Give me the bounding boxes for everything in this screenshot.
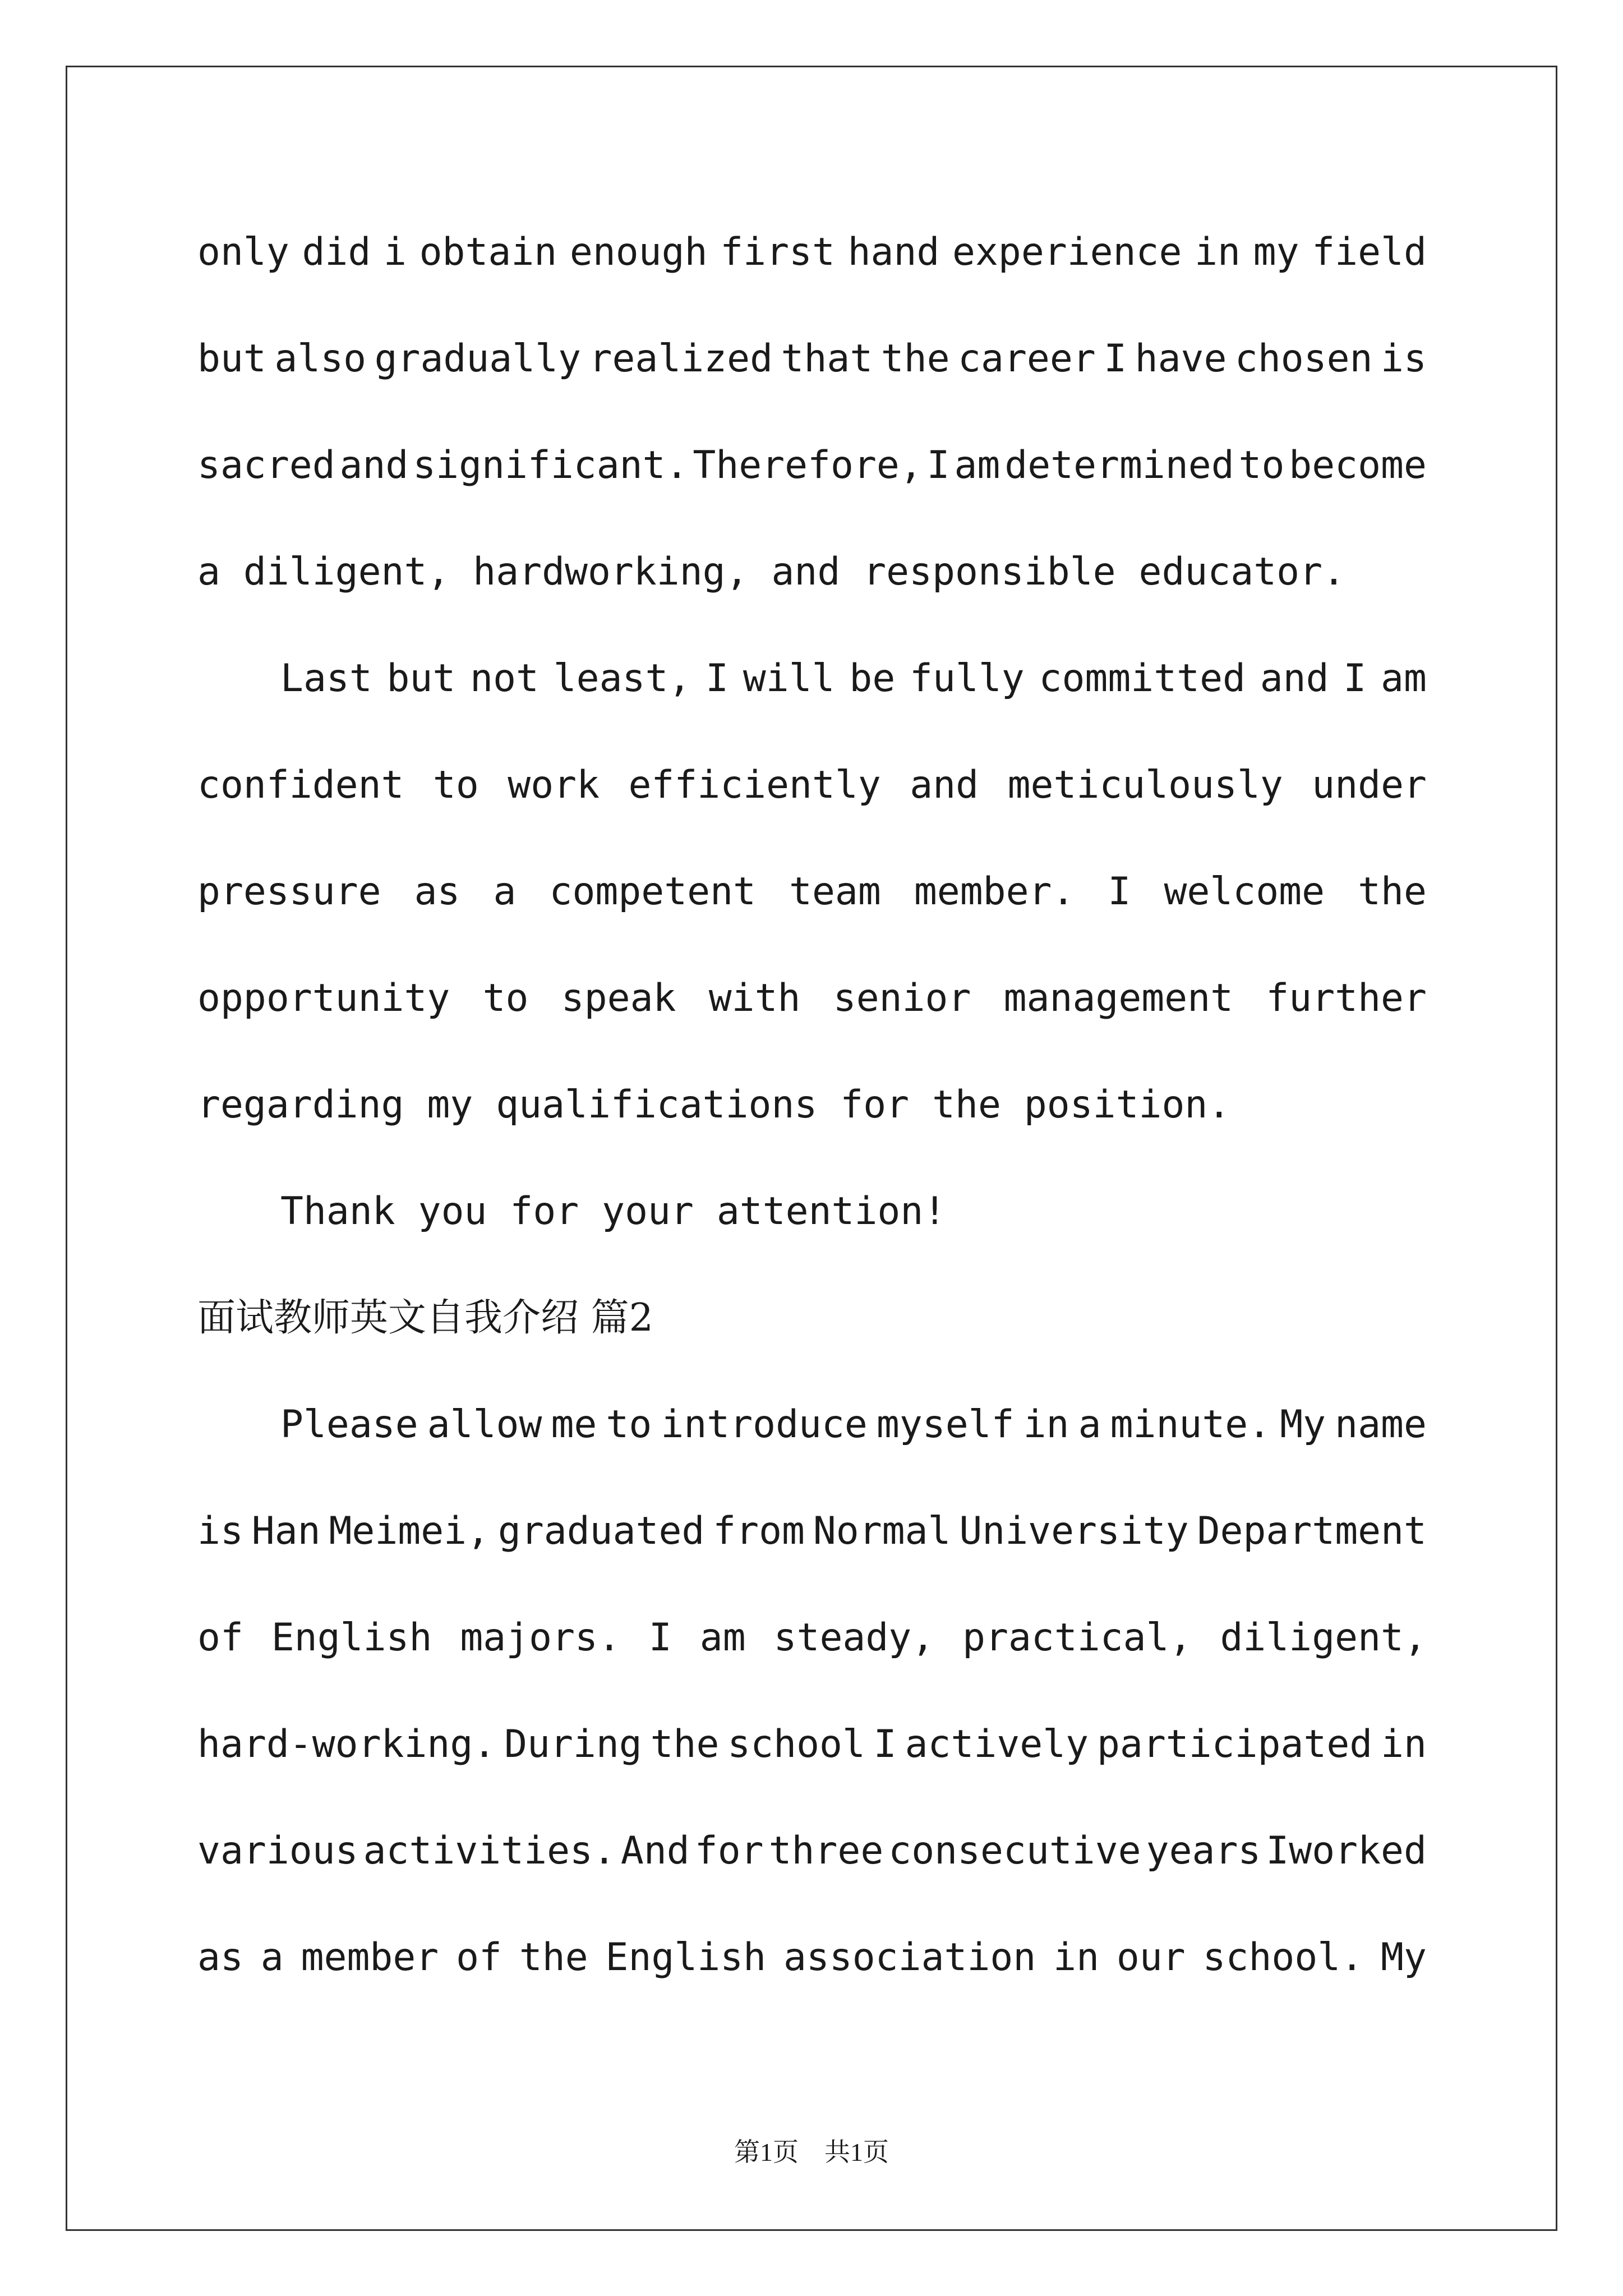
text-line: Last but not least, I will be fully committed and I am <box>280 656 1427 701</box>
text-line: sacred and significant. Therefore, I am determined to become <box>197 443 1427 487</box>
text-line: as a member of the English association in our school. My <box>197 1935 1427 1980</box>
page-number: 第1页 <box>734 2138 799 2166</box>
section-heading: 面试教师英文自我介绍 篇2 <box>197 1296 653 1340</box>
text-line: various activities. And for three consecutive years Iworked <box>197 1829 1427 1873</box>
text-line: of English majors. I am steady, practical, diligent, <box>197 1616 1427 1660</box>
text-line: Please allow me to introduce myself in a minute. My name <box>280 1402 1427 1447</box>
text-line: only did i obtain enough first hand experience in my field <box>197 230 1427 274</box>
document-body <box>197 224 1427 2036</box>
page-footer <box>0 2132 1623 2169</box>
text-line: opportunity to speak with senior management further <box>197 976 1427 1020</box>
text-line: hard-working. During the school I actively participated in <box>197 1722 1427 1766</box>
text-line: a diligent, hardworking, and responsible educator. <box>197 550 1345 594</box>
text-line: confident to work efficiently and meticulously under <box>197 763 1427 807</box>
page-total: 共1页 <box>824 2138 889 2166</box>
text-line: is Han Meimei, graduated from Normal University Department <box>197 1509 1427 1553</box>
text-line: but also gradually realized that the career I have chosen is <box>197 337 1427 381</box>
text-line: Thank you for your attention! <box>280 1189 947 1234</box>
text-line: pressure as a competent team member. I welcome the <box>197 869 1427 914</box>
text-line: regarding my qualifications for the position. <box>197 1083 1231 1127</box>
